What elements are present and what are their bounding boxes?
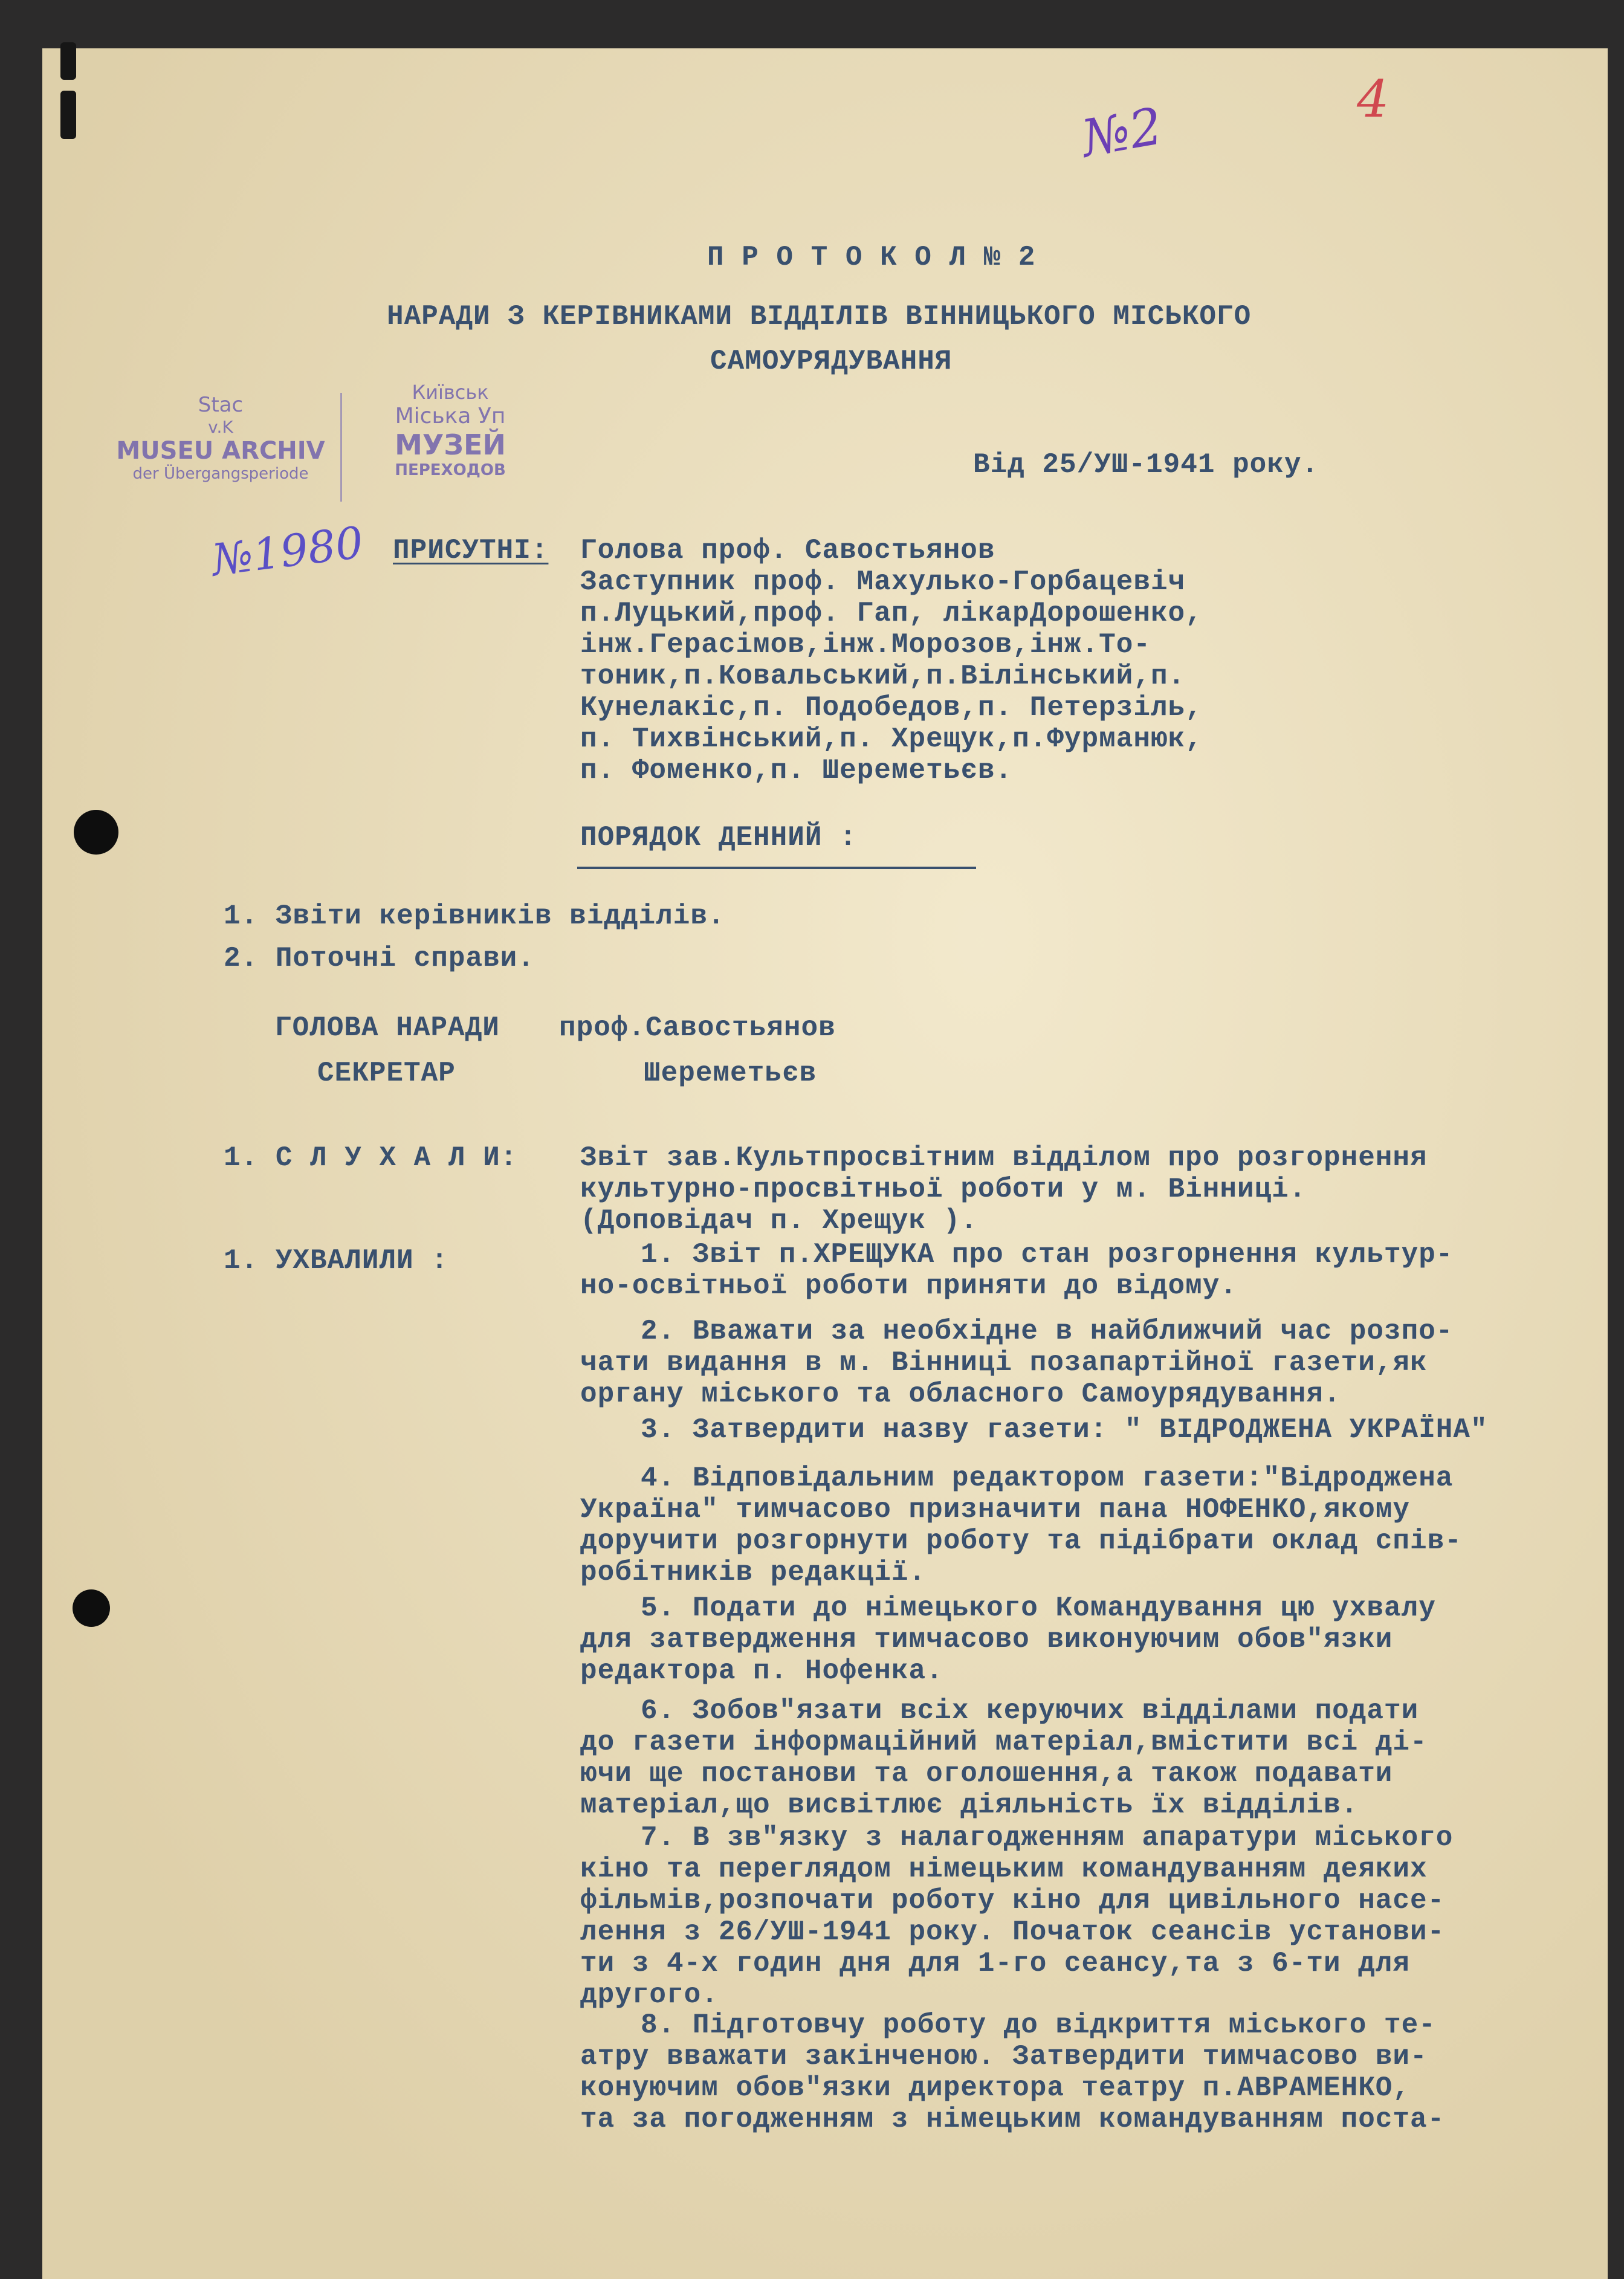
present-line: тоник,п.Ковальський,п.Вілінський,п. — [580, 661, 1186, 692]
document-subtitle: САМОУРЯДУВАННЯ — [710, 346, 953, 377]
resolution-line: органу міського та обласного Самоурядування. — [580, 1379, 1341, 1410]
present-line: Кунелакіс,п. Подобедов,п. Петерзіль, — [580, 692, 1203, 723]
resolution-line: до газети інформаційний матеріал,вмістити всі ді- — [580, 1727, 1428, 1758]
resolution-item — [580, 1822, 1453, 2011]
archive-stamp-ukr — [348, 381, 553, 479]
resolved-label: 1. УХВАЛИЛИ : — [224, 1245, 448, 1276]
resolution-line: 5. Подати до німецького Командування цю ухвалу — [641, 1592, 1436, 1624]
stamp-line: Київськ — [412, 381, 489, 404]
resolution-line: редактора п. Нофенка. — [580, 1655, 943, 1687]
heard-label: 1. С Л У Х А Л И: — [224, 1142, 518, 1174]
resolution-line: Україна" тимчасово призначити пана НОФЕНКО,якому — [580, 1494, 1411, 1525]
resolution-line: доручити розгорнути роботу та підібрати оклад спів- — [580, 1525, 1462, 1557]
present-line: Голова проф. Савостьянов — [580, 535, 995, 566]
resolution-line: 1. Звіт п.ХРЕЩУКА про стан розгорнення культур- — [641, 1239, 1454, 1270]
present-line: Заступник проф. Махулько-Горбацевіч — [580, 566, 1186, 598]
sheet-number: 4 — [1357, 70, 1389, 129]
resolution-line: для затвердження тимчасово виконуючим обов"язки — [580, 1624, 1393, 1655]
stamp-line: Stac — [198, 393, 244, 417]
resolution-line: матеріал,що висвітлює діяльність їх відділів. — [580, 1789, 1359, 1821]
resolution-line: 3. Затвердити назву газети: " ВІДРОДЖЕНА УКРАЇНА" — [641, 1414, 1488, 1446]
resolution-line: ючи ще постанови та оголошення,а також подавати — [580, 1758, 1393, 1789]
punch-hole — [74, 810, 118, 855]
resolution-line: 8. Підготовчу роботу до відкриття міського те- — [641, 2009, 1436, 2041]
resolution-item — [580, 1239, 1453, 1302]
resolution-line: 7. В зв"язку з налагодженням апаратури міського — [641, 1822, 1454, 1854]
stamp-line: Міська Уп — [395, 404, 506, 428]
heard-text — [580, 1142, 1428, 1236]
protocol-mark: №2 — [1077, 96, 1167, 169]
agenda-heading: ПОРЯДОК ДЕННИЙ : — [580, 822, 857, 853]
agenda-item: 1. Звіти керівників відділів. — [224, 900, 725, 932]
binding-strip — [60, 42, 76, 80]
stamp-line: MUSEU ARCHIV — [116, 437, 325, 465]
resolution-line: другого. — [580, 1979, 719, 2011]
resolution-line: фільмів,розпочати роботу кіно для цивільного насе- — [580, 1885, 1445, 1916]
resolution-line: лення з 26/УШ-1941 року. Початок сеансів установи- — [580, 1916, 1445, 1948]
inventory-mark: №1980 — [209, 516, 366, 586]
document-date: Від 25/УШ-1941 року. — [973, 449, 1319, 480]
resolution-item — [580, 1592, 1436, 1687]
present-list — [580, 535, 1203, 786]
resolution-line: 2. Вважати за необхідне в найближчий час розпо- — [641, 1316, 1454, 1347]
resolution-line: кіно та переглядом німецьким командуванням деяких — [580, 1854, 1428, 1885]
resolution-line: чати видання в м. Вінниці позапартійної газети,як — [580, 1347, 1428, 1379]
resolution-item — [580, 2009, 1444, 2135]
stamp-divider — [340, 393, 342, 502]
heard-line: Звіт зав.Культпросвітним відділом про розгорнення — [580, 1142, 1428, 1174]
stamp-line: der Übergangsperiode — [132, 465, 309, 483]
resolution-line: робітників редакції. — [580, 1557, 927, 1588]
document-title: П Р О Т О К О Л № 2 — [707, 242, 1036, 273]
heard-line: культурно-просвітньої роботи у м. Вінниці. — [580, 1174, 1307, 1205]
present-line: п.Луцький,проф. Гап, лікарДорошенко, — [580, 598, 1203, 629]
resolution-line: атру вважати закінченою. Затвердити тимчасово ви- — [580, 2041, 1428, 2072]
resolution-item — [580, 1316, 1453, 1410]
secretary-label: СЕКРЕТАР — [317, 1058, 456, 1089]
present-line: п. Фоменко,п. Шереметьєв. — [580, 755, 1013, 786]
present-label: ПРИСУТНІ: — [393, 535, 549, 566]
agenda-underline — [577, 867, 976, 869]
resolution-line: но-освітньої роботи приняти до відому. — [580, 1270, 1237, 1302]
resolution-line: ти з 4-х годин дня для 1-го сеансу,та з 6-ти для — [580, 1948, 1411, 1979]
resolution-line: та за погодженням з німецьким командуванням поста- — [580, 2104, 1445, 2135]
chair-label: ГОЛОВА НАРАДИ — [275, 1012, 500, 1044]
archive-stamp — [82, 393, 360, 483]
resolution-line: конуючим обов"язки директора театру п.АВРАМЕНКО, — [580, 2072, 1411, 2104]
present-line: інж.Герасімов,інж.Морозов,інж.То- — [580, 629, 1151, 661]
agenda-item: 2. Поточні справи. — [224, 943, 535, 974]
secretary-name: Шереметьєв — [644, 1058, 817, 1089]
document-subtitle: НАРАДИ З КЕРІВНИКАМИ ВІДДІЛІВ ВІННИЦЬКОГО МІСЬКОГО — [387, 301, 1252, 332]
binding-strip — [60, 91, 76, 139]
resolution-item — [580, 1695, 1428, 1821]
heard-line: (Доповідач п. Хрещук ). — [580, 1205, 978, 1236]
resolution-line: 4. Відповідальним редактором газети:"Відроджена — [641, 1463, 1454, 1494]
stamp-line: v.K — [208, 417, 233, 437]
resolution-item — [580, 1414, 1488, 1446]
stamp-line: МУЗЕЙ — [395, 428, 506, 461]
chair-name: проф.Савостьянов — [559, 1012, 836, 1044]
stamp-line: ПЕРЕХОДОВ — [395, 461, 506, 479]
resolution-item — [580, 1463, 1462, 1588]
punch-hole — [73, 1589, 110, 1627]
resolution-line: 6. Зобов"язати всіх керуючих відділами подати — [641, 1695, 1419, 1727]
present-line: п. Тихвінський,п. Хрещук,п.Фурманюк, — [580, 723, 1203, 755]
